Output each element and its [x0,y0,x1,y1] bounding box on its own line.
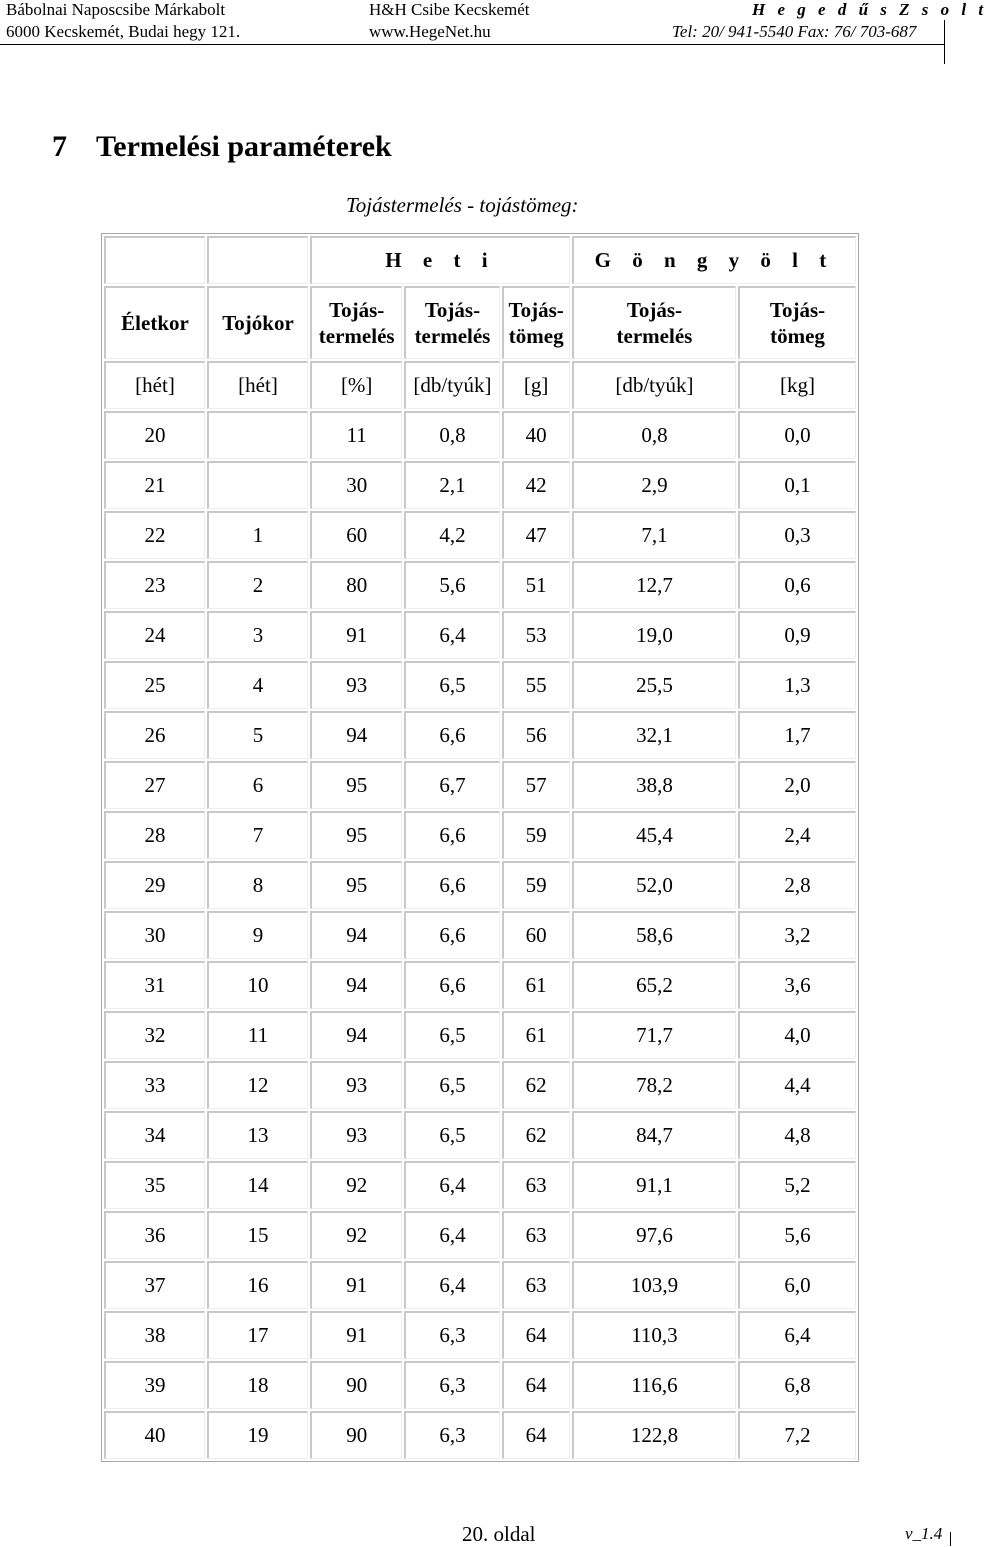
table-row [104,661,856,709]
table-cell: 6,6 [404,711,499,759]
table-cell: 64 [502,1311,570,1359]
table-cell: 24 [104,611,205,659]
table-cell: 25 [104,661,205,709]
table-cell: 4 [207,661,308,709]
table-cell: 64 [502,1361,570,1409]
table-cell: 63 [502,1261,570,1309]
table-cell: 51 [502,561,570,609]
table-cell: 78,2 [572,1061,736,1109]
table-cell: 12 [207,1061,308,1109]
table-cell: 7 [207,811,308,859]
table-cell: 93 [310,1111,402,1159]
table-cell: 6,4 [404,1211,499,1259]
table-cell: 95 [310,761,402,809]
column-unit: [db/tyúk] [404,361,499,409]
table-cell: 10 [207,961,308,1009]
section-number: 7 [52,130,67,163]
table-row [104,1111,856,1159]
table-cell: 0,8 [572,411,736,459]
table-cell: 53 [502,611,570,659]
table-cell: 34 [104,1111,205,1159]
table-cell: 19,0 [572,611,736,659]
table-cell: 65,2 [572,961,736,1009]
table-row [104,1261,856,1309]
table-cell: 91,1 [572,1161,736,1209]
table-cell: 22 [104,511,205,559]
table-cell: 35 [104,1161,205,1209]
table-cell [207,411,308,459]
table-cell: 6,0 [738,1261,856,1309]
column-unit: [g] [502,361,570,409]
table-cell: 6,4 [404,1261,499,1309]
table-cell: 90 [310,1361,402,1409]
production-parameters-table [101,233,859,1462]
table-cell: 1,7 [738,711,856,759]
column-unit: [hét] [207,361,308,409]
table-cell: 6,4 [404,1161,499,1209]
table-cell: 32,1 [572,711,736,759]
table-cell: 6,6 [404,961,499,1009]
table-cell: 62 [502,1111,570,1159]
table-cell: 11 [310,411,402,459]
table-cell: 17 [207,1311,308,1359]
group-weekly: H e t i [310,236,570,284]
column-header: Tojókor [207,286,308,359]
table-cell: 30 [104,911,205,959]
table-row [104,761,856,809]
table-cell: 40 [104,1411,205,1459]
table-cell: 0,8 [404,411,499,459]
table-cell: 6,3 [404,1361,499,1409]
table-cell: 6,5 [404,1011,499,1059]
table-cell: 20 [104,411,205,459]
table-cell: 94 [310,711,402,759]
table-cell: 18 [207,1361,308,1409]
table-row [104,1411,856,1459]
group-empty-cell [104,236,205,284]
table-row [104,1211,856,1259]
website-link[interactable]: www.HegeNet.hu [369,22,491,41]
table-cell: 36 [104,1211,205,1259]
table-cell: 1 [207,511,308,559]
table-cell: 94 [310,961,402,1009]
table-row [104,961,856,1009]
group-empty-cell [207,236,308,284]
column-header: Tojás- termelés [404,286,499,359]
section-heading [52,130,392,164]
table-cell: 21 [104,461,205,509]
table-cell: 28 [104,811,205,859]
table-row [104,1161,856,1209]
table-cell: 110,3 [572,1311,736,1359]
table-cell: 6,6 [404,911,499,959]
column-unit: [%] [310,361,402,409]
table-cell: 55 [502,661,570,709]
table-body [104,411,856,1459]
table-row [104,811,856,859]
table-cell: 2,1 [404,461,499,509]
table-cell: 0,9 [738,611,856,659]
table-cell: 58,6 [572,911,736,959]
table-cell: 0,1 [738,461,856,509]
table-cell: 25,5 [572,661,736,709]
table-cell: 31 [104,961,205,1009]
table-row [104,1361,856,1409]
table-cell: 42 [502,461,570,509]
table-cell: 26 [104,711,205,759]
table-cell: 60 [310,511,402,559]
table-cell: 6 [207,761,308,809]
table-cell: 32 [104,1011,205,1059]
table-cell: 6,3 [404,1411,499,1459]
table-cell: 2,8 [738,861,856,909]
group-cumulative: G ö n g y ö l t [572,236,856,284]
table-cell: 6,5 [404,1061,499,1109]
table-row [104,611,856,659]
table-cell: 7,1 [572,511,736,559]
table-cell: 15 [207,1211,308,1259]
table-cell: 62 [502,1061,570,1109]
table-cell: 9 [207,911,308,959]
table-cell: 11 [207,1011,308,1059]
table-cell: 8 [207,861,308,909]
shop-name: Bábolnai Naposcsibe Márkabolt [6,0,226,19]
table-cell: 84,7 [572,1111,736,1159]
table-cell: 6,6 [404,861,499,909]
author-name: H e g e d ű s Z s o l t [752,0,987,19]
table-cell: 45,4 [572,811,736,859]
table-cell: 91 [310,611,402,659]
header-corner-mark [944,20,945,64]
table-cell: 38 [104,1311,205,1359]
company-name: H&H Csibe Kecskemét [369,0,530,19]
table-cell: 19 [207,1411,308,1459]
table-cell: 23 [104,561,205,609]
table-cell: 52,0 [572,861,736,909]
table-cell: 0,0 [738,411,856,459]
table-row [104,461,856,509]
table-row [104,511,856,559]
table-cell: 6,7 [404,761,499,809]
table-cell: 2,9 [572,461,736,509]
table-cell: 93 [310,661,402,709]
table-cell: 37 [104,1261,205,1309]
table-cell: 95 [310,811,402,859]
table-cell: 27 [104,761,205,809]
table-cell: 92 [310,1161,402,1209]
table-cell: 1,3 [738,661,856,709]
table-cell: 33 [104,1061,205,1109]
table-cell: 61 [502,1011,570,1059]
contact-phone-fax: Tel: 20/ 941-5540 Fax: 76/ 703-687 [672,22,917,41]
table-cell: 38,8 [572,761,736,809]
table-cell: 63 [502,1211,570,1259]
page-number: 20. oldal [462,1522,536,1546]
table-cell: 40 [502,411,570,459]
table-cell: 71,7 [572,1011,736,1059]
table-cell: 60 [502,911,570,959]
table-cell: 94 [310,1011,402,1059]
table-cell: 6,8 [738,1361,856,1409]
table-cell: 6,6 [404,811,499,859]
table-cell: 12,7 [572,561,736,609]
table-cell: 97,6 [572,1211,736,1259]
table-cell: 92 [310,1211,402,1259]
table-cell: 7,2 [738,1411,856,1459]
table-cell: 116,6 [572,1361,736,1409]
table-cell: 13 [207,1111,308,1159]
table-cell: 39 [104,1361,205,1409]
shop-address: 6000 Kecskemét, Budai hegy 121. [6,22,241,41]
table-row [104,1061,856,1109]
table-cell: 103,9 [572,1261,736,1309]
table-cell: 91 [310,1261,402,1309]
table-caption: Tojástermelés - tojástömeg: [346,193,579,217]
table-cell: 5,6 [404,561,499,609]
table-cell: 3 [207,611,308,659]
table-row [104,1311,856,1359]
header-rule [0,44,944,45]
table-cell: 0,3 [738,511,856,559]
table-cell: 6,5 [404,661,499,709]
table-cell: 47 [502,511,570,559]
table-cell: 59 [502,861,570,909]
table-cell: 3,6 [738,961,856,1009]
table-cell: 90 [310,1411,402,1459]
column-header: Tojás- termelés [572,286,736,359]
table-cell: 30 [310,461,402,509]
table-cell: 4,4 [738,1061,856,1109]
table-cell: 91 [310,1311,402,1359]
table-cell: 2,0 [738,761,856,809]
table-cell: 80 [310,561,402,609]
table-cell [207,461,308,509]
table-group-header-row [104,236,856,284]
table-cell: 59 [502,811,570,859]
table-cell: 6,4 [404,611,499,659]
column-unit: [db/tyúk] [572,361,736,409]
table-cell: 5,6 [738,1211,856,1259]
table-row [104,861,856,909]
table-cell: 64 [502,1411,570,1459]
table-cell: 16 [207,1261,308,1309]
table-row [104,911,856,959]
table-row [104,561,856,609]
column-header: Tojás- termelés [310,286,402,359]
table-cell: 61 [502,961,570,1009]
table-cell: 14 [207,1161,308,1209]
column-header: Tojás- tömeg [502,286,570,359]
document-version: v_1.4 [905,1524,943,1543]
table-row [104,711,856,759]
table-row [104,411,856,459]
section-title: Termelési paraméterek [96,130,392,163]
table-cell: 3,2 [738,911,856,959]
table-cell: 94 [310,911,402,959]
table-cell: 57 [502,761,570,809]
table-cell: 29 [104,861,205,909]
table-cell: 93 [310,1061,402,1109]
table-cell: 63 [502,1161,570,1209]
table-column-header-row [104,286,856,359]
table-cell: 4,8 [738,1111,856,1159]
table-row [104,1011,856,1059]
table-cell: 2,4 [738,811,856,859]
table-cell: 4,2 [404,511,499,559]
table-cell: 4,0 [738,1011,856,1059]
table-cell: 56 [502,711,570,759]
table-cell: 6,4 [738,1311,856,1359]
column-header: Tojás- tömeg [738,286,856,359]
footer-corner-mark [950,1532,951,1546]
table-cell: 6,5 [404,1111,499,1159]
table-cell: 0,6 [738,561,856,609]
table-cell: 122,8 [572,1411,736,1459]
table-unit-row [104,361,856,409]
column-unit: [kg] [738,361,856,409]
table-cell: 5,2 [738,1161,856,1209]
column-unit: [hét] [104,361,205,409]
table-cell: 5 [207,711,308,759]
table-cell: 6,3 [404,1311,499,1359]
column-header: Életkor [104,286,205,359]
table-cell: 2 [207,561,308,609]
table-cell: 95 [310,861,402,909]
